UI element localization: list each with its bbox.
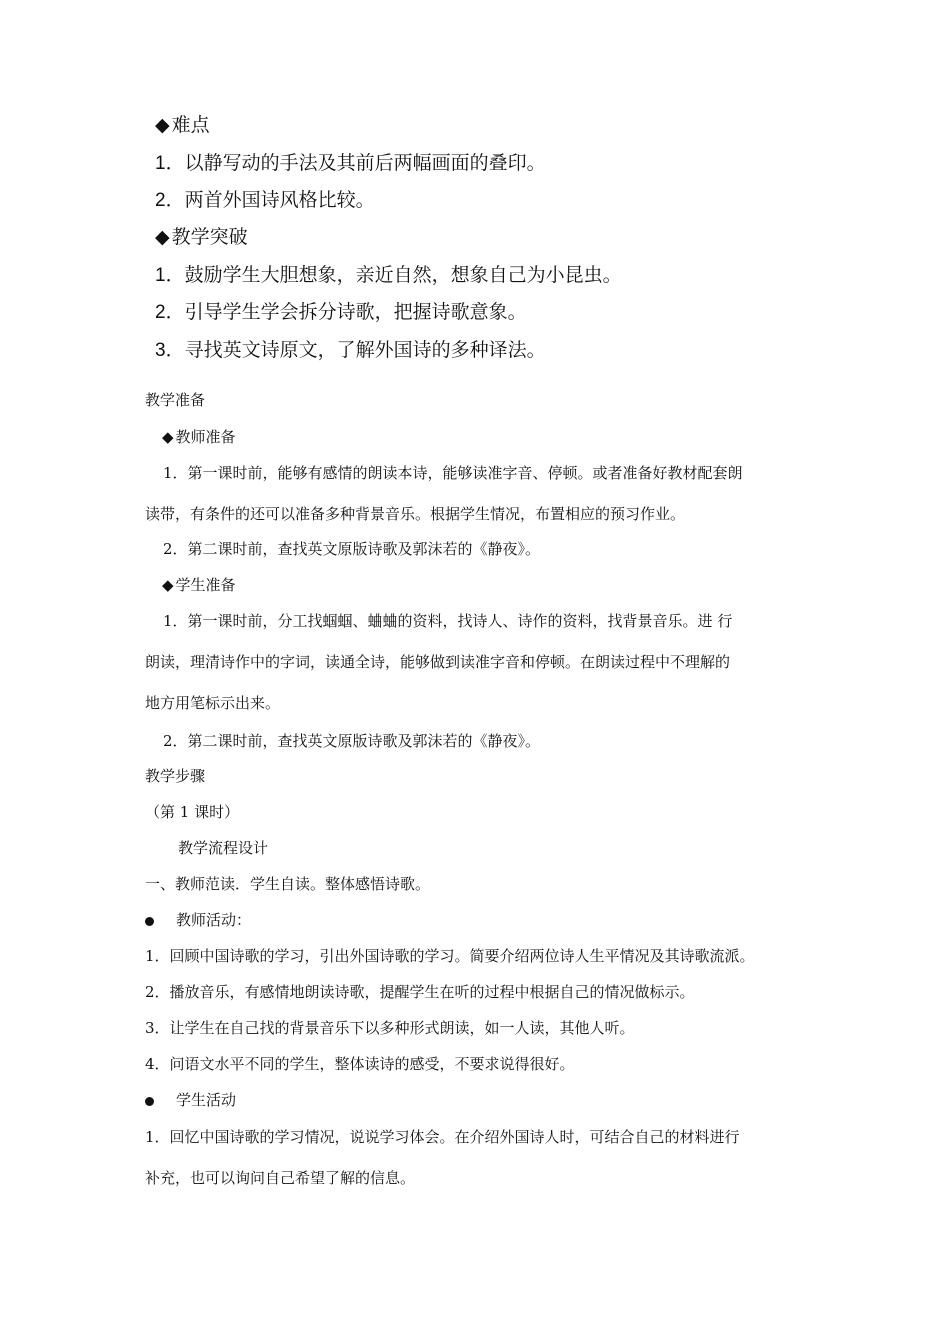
difficulty-heading: ◆ 难点 xyxy=(155,115,210,136)
student-activity-item-1-line-2: 补充，也可以询问自己希望了解的信息。 xyxy=(145,1169,416,1187)
difficulty-item-2: 2．两首外国诗风格比较。 xyxy=(155,190,375,211)
teacher-activity-item-2: 2．播放音乐，有感情地朗读诗歌，提醒学生在听的过程中根据自己的情况做标示。 xyxy=(145,983,695,1001)
diamond-bullet-icon: ◆ xyxy=(155,227,170,248)
bullet-dot-icon xyxy=(145,1097,154,1106)
teacher-prep-item-1-line-1: 1．第一课时前，能够有感情的朗读本诗，能够读准字音、停顿。或者准备好教材配套朗 xyxy=(163,464,743,482)
student-prep-item-1-line-2: 朗读，理清诗作中的字词，读通全诗，能够做到读准字音和停顿。在朗读过程中不理解的 xyxy=(145,653,731,671)
teacher-activity-item-1: 1．回顾中国诗歌的学习，引出外国诗歌的学习。简要介绍两位诗人生平情况及其诗歌流派。 xyxy=(145,947,755,965)
diamond-bullet-icon: ◆ xyxy=(162,576,174,594)
diamond-bullet-icon: ◆ xyxy=(162,428,174,446)
teacher-prep-item-2: 2．第二课时前，查找英文原版诗歌及郭沫若的《静夜》。 xyxy=(163,540,541,558)
student-prep-item-2: 2．第二课时前，查找英文原版诗歌及郭沫若的《静夜》。 xyxy=(163,732,541,750)
teacher-prep-item-1-line-2: 读带，有条件的还可以准备多种背景音乐。根据学生情况，布置相应的预习作业。 xyxy=(145,505,686,523)
breakthrough-item-3: 3．寻找英文诗原文，了解外国诗的多种译法。 xyxy=(155,340,546,361)
breakthrough-heading: ◆ 教学突破 xyxy=(155,227,248,248)
teacher-activity-heading: 教师活动： xyxy=(145,909,251,930)
breakthrough-item-2: 2．引导学生学会拆分诗歌，把握诗歌意象。 xyxy=(155,302,527,323)
student-prep-item-1-line-3: 地方用笔标示出来。 xyxy=(145,694,281,712)
diamond-bullet-icon: ◆ xyxy=(155,115,170,136)
student-prep-heading: ◆ 学生准备 xyxy=(162,576,236,594)
student-activity-heading: 学生活动 xyxy=(145,1089,236,1110)
student-prep-item-1-line-1: 1．第一课时前，分工找蝈蝈、蛐蛐的资料，找诗人、诗作的资料，找背景音乐。进 行 xyxy=(163,612,733,630)
bullet-dot-icon xyxy=(145,917,154,926)
difficulty-item-1: 1．以静写动的手法及其前后两幅画面的叠印。 xyxy=(155,153,546,174)
teacher-activity-item-3: 3．让学生在自己找的背景音乐下以多种形式朗读，如一人读，其他人听。 xyxy=(145,1019,635,1037)
steps-heading: 教学步骤 xyxy=(145,767,206,785)
breakthrough-item-1: 1．鼓励学生大胆想象，亲近自然，想象自己为小昆虫。 xyxy=(155,265,622,286)
prep-heading: 教学准备 xyxy=(145,391,206,409)
part-1-heading: 一、教师范读．学生自读。整体感悟诗歌。 xyxy=(145,875,431,893)
teacher-activity-item-4: 4．问语文水平不同的学生，整体读诗的感受，不要求说得很好。 xyxy=(145,1055,575,1073)
teacher-prep-heading: ◆ 教师准备 xyxy=(162,428,236,446)
flow-title: 教学流程设计 xyxy=(178,839,269,857)
student-activity-item-1-line-1: 1．回忆中国诗歌的学习情况，说说学习体会。在介绍外国诗人时，可结合自己的材料进行 xyxy=(145,1128,740,1146)
lesson-label: （第 1 课时） xyxy=(145,803,240,821)
